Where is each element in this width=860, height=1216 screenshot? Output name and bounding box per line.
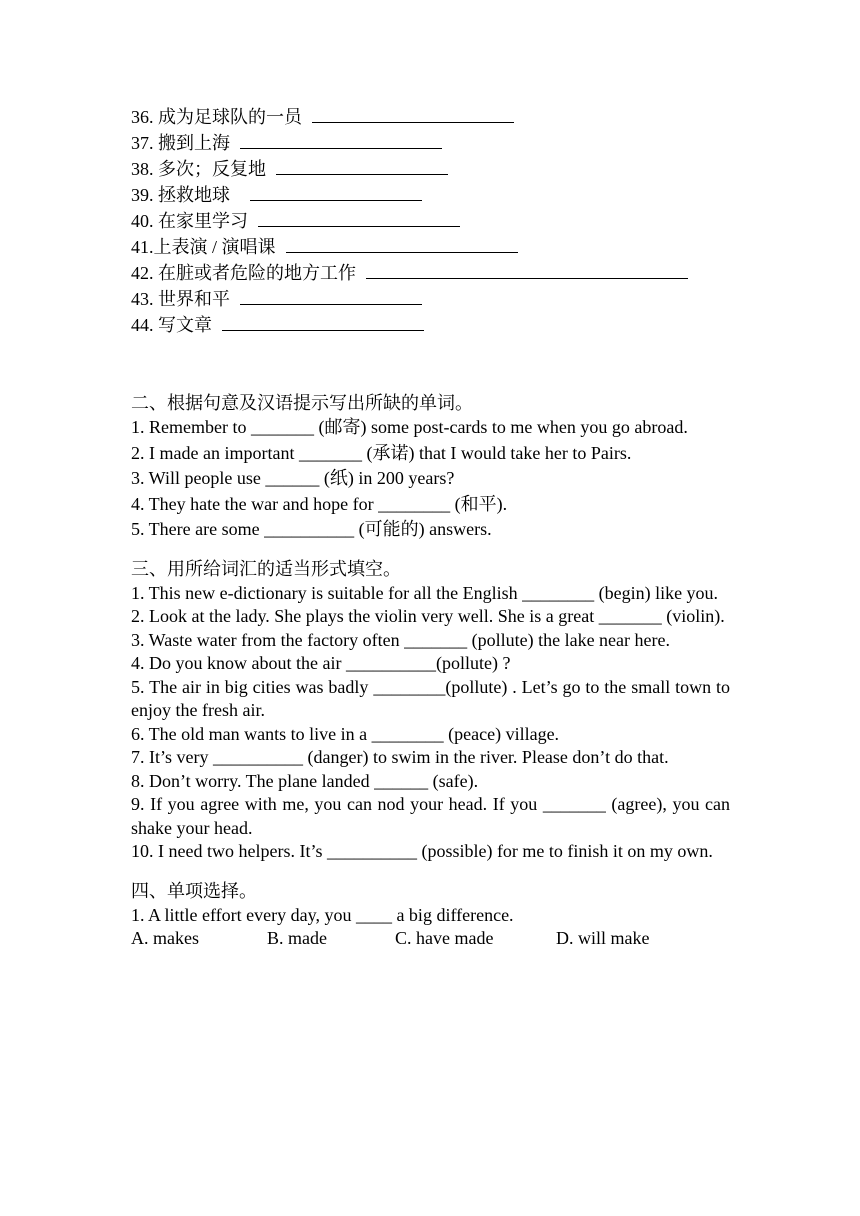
question-item: 2. I made an important _______ (承诺) that I would take her to Pairs. <box>131 442 632 463</box>
section-fill-chinese-hint <box>131 390 730 542</box>
question-item: 5. The air in big cities was badly ________(pollute) . Let’s go to the small town to enjoy the fresh air. <box>131 676 730 720</box>
question-item: 3. Will people use ______ (纸) in 200 years? <box>131 468 455 488</box>
worksheet-content <box>131 104 730 951</box>
answer-blank <box>258 210 460 227</box>
answer-blank <box>312 106 514 123</box>
question-item: 1. A little effort every day, you ____ a big difference. <box>131 904 514 925</box>
phrase-text: 44. 写文章 <box>131 315 212 335</box>
phrase-text: 38. 多次；反复地 <box>131 159 266 179</box>
answer-blank <box>366 262 688 279</box>
question-item: 2. Look at the lady. She plays the violin very well. She is a great _______ (violin). <box>131 606 725 626</box>
option-d: D. will make <box>556 928 650 948</box>
section-heading: 二、根据句意及汉语提示写出所缺的单词。 <box>131 393 473 413</box>
phrase-item <box>131 208 730 234</box>
section-multiple-choice <box>131 878 730 951</box>
phrase-item <box>131 130 730 156</box>
section-heading: 三、用所给词汇的适当形式填空。 <box>131 558 401 579</box>
answer-blank <box>222 314 424 331</box>
question-item: 1. This new e-dictionary is suitable for all the English ________ (begin) like you. <box>131 582 719 603</box>
question-item: 9. If you agree with me, you can nod your head. If you _______ (agree), you can shake your head. <box>131 794 730 838</box>
phrase-text: 37. 搬到上海 <box>131 133 230 153</box>
question-item: 7. It’s very __________ (danger) to swim in the river. Please don’t do that. <box>131 747 669 767</box>
question-item: 6. The old man wants to live in a ________ (peace) village. <box>131 723 560 744</box>
option-a: A. makes <box>131 928 199 948</box>
phrase-item <box>131 104 730 130</box>
option-c: C. have made <box>395 928 494 948</box>
answer-blank <box>240 288 422 305</box>
question-item: 10. I need two helpers. It’s __________ (possible) for me to finish it on my own. <box>131 841 713 861</box>
phrase-item <box>131 312 730 338</box>
phrase-text: 40. 在家里学习 <box>131 211 248 231</box>
question-item: 4. They hate the war and hope for ________ (和平). <box>131 493 508 514</box>
phrase-text: 39. 拯救地球 <box>131 185 230 205</box>
answer-blank <box>240 132 442 149</box>
phrase-text: 43. 世界和平 <box>131 289 230 309</box>
phrase-item <box>131 286 730 312</box>
phrase-translation-list <box>131 104 730 338</box>
phrase-text: 42. 在脏或者危险的地方工作 <box>131 263 356 283</box>
section-heading: 四、单项选择。 <box>131 880 257 901</box>
option-b: B. made <box>267 928 327 948</box>
phrase-item <box>131 260 730 286</box>
phrase-item <box>131 234 730 260</box>
question-item: 4. Do you know about the air __________(pollute) ? <box>131 653 511 673</box>
answer-blank <box>250 184 422 201</box>
question-item: 3. Waste water from the factory often _______ (pollute) the lake near here. <box>131 629 671 650</box>
phrase-item <box>131 156 730 182</box>
phrase-text: 41.上表演 / 演唱课 <box>131 237 276 257</box>
answer-options <box>131 927 730 951</box>
question-item: 1. Remember to _______ (邮寄) some post-cards to me when you go abroad. <box>131 417 688 437</box>
phrase-text: 36. 成为足球队的一员 <box>131 107 302 127</box>
phrase-item <box>131 182 730 208</box>
question-item: 5. There are some __________ (可能的) answers. <box>131 519 492 539</box>
question-item: 8. Don’t worry. The plane landed ______ (safe). <box>131 770 479 791</box>
answer-blank <box>276 158 448 175</box>
section-word-forms <box>131 556 730 864</box>
answer-blank <box>286 236 518 253</box>
